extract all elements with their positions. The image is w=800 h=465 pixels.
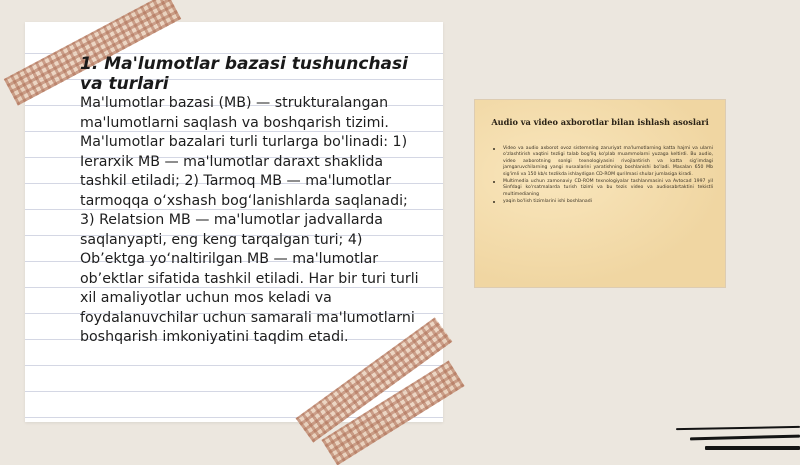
inserted-image-card: [475, 100, 725, 287]
slide-heading: 1. Ma'lumotlar bazasi tushunchasi va turlari: [80, 54, 408, 94]
image-card-bullet: Multimedia uchun zamonaviy CD-ROM texnologiyalar tashlanmasini va Avtocad 1997 yil Sinfdagi ko'rsatmalarda turish tizimi va bu tezis video va audiosabrtaktini tekistli multimedianing: [493, 179, 713, 198]
slide-body-text: Ma'lumotlar bazasi (MB) — strukturalangan ma'lumotlarni saqlash va boshqarish tizimi. Ma'lumotlar bazalari turli turlarga bo'linadi: 1) Ierarxik MB — ma'lumotlar daraxt shaklida tashkil etiladi; 2) Tarmoq MB — ma'lumotlar tarmoqqa o‘xshash bog‘lanishlarda saqlanadi; 3) Relatsion MB — ma'lumotlar jadvallarda saqlanyapti, eng keng tarqalgan turi; 4) Ob’ektga yo‘naltirilgan MB — ma'lumotlar ob’ektlar sifatida tashkil etiladi. Har bir turi turli xil amaliyotlar uchun mos keladi va foydalanuvchilar uchun samarali ma'lumotlarni boshqarish imkoniyatini taqdim etadi.: [80, 95, 419, 345]
pen-decoration: [690, 435, 800, 441]
pen-decoration: [705, 446, 800, 450]
image-card-title: Audio va video axborotlar bilan ishlash asoslari: [491, 117, 709, 127]
image-card-bullet: Video va audio axborot ovoz sistemning zaruriyat ma'lumotlarning katta hajmi va ularni o'zlashtirish vaqtini tezligi talab bog'liq ko'plab muammolarni yuzaga keltirdi. Bu audio, video axborotning sonlgi texnologiyasini rivojlantirish va katta sig'imdagi jamgaruvchilarning yangi nusxalarini yaratishning boshlanishi bo'ladi. Masalan 650 Mb sig'imli va 150 kb/s tezlikda ishlaydigan CD-ROM qurilmasi shular jumlasiga kiradi.: [493, 146, 713, 178]
image-card-bullet-list: [493, 146, 713, 207]
image-card-bullet: yaqin bo'lish tizimlarini ishi boshlanadi: [493, 199, 713, 205]
pen-decoration: [676, 426, 800, 430]
